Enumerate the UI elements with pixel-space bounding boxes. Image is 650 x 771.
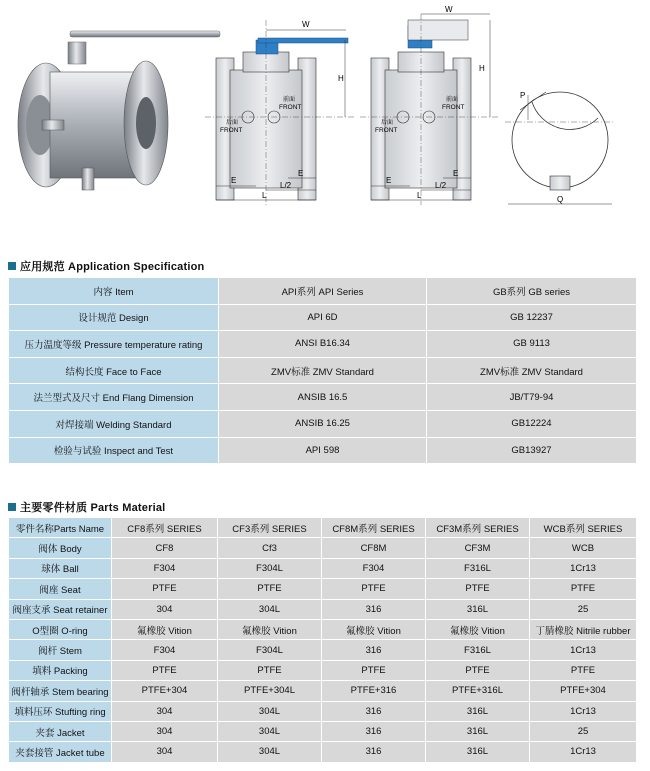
table-row xyxy=(9,660,637,680)
cf8m-value: CF8M xyxy=(322,538,426,558)
spec-api-value: ANSI B16.34 xyxy=(219,331,427,358)
wcb-value: 1Cr13 xyxy=(530,701,637,721)
materials-section-title: 主要零件材质 Parts Material xyxy=(8,499,165,515)
wcb-value: 25 xyxy=(530,721,637,741)
end-view-drawing xyxy=(505,91,615,204)
table-row xyxy=(9,331,637,358)
dim-p-label: P xyxy=(520,91,526,100)
spec-api-value: ZMV标准 ZMV Standard xyxy=(219,357,427,384)
cf8m-value: F304 xyxy=(322,558,426,578)
dim-h-label: H xyxy=(338,74,344,83)
spec-api-value: API 598 xyxy=(219,437,427,464)
table-row xyxy=(9,558,637,578)
spec-api-value: ANSIB 16.5 xyxy=(219,384,427,411)
cf3m-value: F316L xyxy=(426,640,530,660)
cf8-value: PTFE xyxy=(112,579,218,599)
valve-photo xyxy=(18,31,220,190)
part-name: 球体 Ball xyxy=(9,558,112,578)
dim-q-label: Q xyxy=(557,195,564,204)
rear-label-en: FRONT xyxy=(220,127,243,134)
spec-label: 结构长度 Face to Face xyxy=(9,357,219,384)
cf8m-value: 316 xyxy=(322,599,426,619)
wcb-value: 1Cr13 xyxy=(530,742,637,762)
spec-label: 法兰型式及尺寸 End Flang Dimension xyxy=(9,384,219,411)
cf8-value: PTFE+304 xyxy=(112,681,218,701)
section-marker-icon xyxy=(8,503,16,511)
part-name: 夹套 Jacket xyxy=(9,721,112,741)
table-row xyxy=(9,619,637,639)
table-row xyxy=(9,599,637,619)
dim-e-label: E xyxy=(231,176,237,185)
cf3m-value: CF3M xyxy=(426,538,530,558)
spec-gb-value: JB/T79-94 xyxy=(427,384,637,411)
dim-w-label: W xyxy=(302,20,310,29)
table-header-row xyxy=(9,518,637,538)
rear-label-cn: 后面 xyxy=(226,119,239,126)
part-name: 阀杆轴承 Stem bearing xyxy=(9,681,112,701)
dim-l-label-2: L xyxy=(417,191,422,200)
materials-table xyxy=(8,517,637,763)
cf3-value: PTFE xyxy=(218,660,322,680)
wcb-value: 1Cr13 xyxy=(530,558,637,578)
table-row xyxy=(9,579,637,599)
cf3-value: F304L xyxy=(218,558,322,578)
table-row xyxy=(9,357,637,384)
table-row xyxy=(9,538,637,558)
spec-section-title: 应用规范 Application Specification xyxy=(8,258,204,274)
spec-api-value: API 6D xyxy=(219,304,427,331)
cf8m-value: 316 xyxy=(322,721,426,741)
part-name: 阀座 Seat xyxy=(9,579,112,599)
cf8m-value: 316 xyxy=(322,640,426,660)
part-name: 填料压环 Stufting ring xyxy=(9,701,112,721)
header-part-name: 零件名称Parts Name xyxy=(9,518,112,538)
dim-e2-label: E xyxy=(298,169,304,178)
table-row xyxy=(9,701,637,721)
part-name: 填料 Packing xyxy=(9,660,112,680)
cf3m-value: 316L xyxy=(426,701,530,721)
spec-label: 对焊接端 Welding Standard xyxy=(9,410,219,437)
part-name: O型圈 O-ring xyxy=(9,619,112,639)
table-row xyxy=(9,384,637,411)
cf3-value: PTFE+304L xyxy=(218,681,322,701)
table-row xyxy=(9,640,637,660)
cf8-value: 304 xyxy=(112,599,218,619)
section-marker-icon xyxy=(8,262,16,270)
wcb-value: PTFE+304 xyxy=(530,681,637,701)
cf3-value: 304L xyxy=(218,721,322,741)
spec-header-item: 内容 Item xyxy=(9,278,219,305)
cf8-value: 氟橡胶 Vition xyxy=(112,619,218,639)
cf8m-value: PTFE xyxy=(322,660,426,680)
valve-drawings xyxy=(0,0,650,220)
header-cf3-value: CF3系列 SERIES xyxy=(218,518,322,538)
part-name: 阀杆 Stem xyxy=(9,640,112,660)
dim-w-label-2: W xyxy=(445,5,453,14)
cf8-value: 304 xyxy=(112,701,218,721)
table-row xyxy=(9,721,637,741)
spec-label: 设计规范 Design xyxy=(9,304,219,331)
spec-header-api: API系列 API Series xyxy=(219,278,427,305)
cf8m-value: PTFE+316 xyxy=(322,681,426,701)
dim-e-label-2: E xyxy=(386,176,392,185)
dim-l2-label: L/2 xyxy=(280,181,292,190)
spec-table xyxy=(8,277,637,464)
part-name: 夹套接管 Jacket tube xyxy=(9,742,112,762)
spec-gb-value: GB13927 xyxy=(427,437,637,464)
cf3m-value: F316L xyxy=(426,558,530,578)
front-label-cn: 前面 xyxy=(283,96,296,103)
header-cf8-value: CF8系列 SERIES xyxy=(112,518,218,538)
front-label-en: FRONT xyxy=(279,104,302,111)
spec-gb-value: GB 9113 xyxy=(427,331,637,358)
cf3m-value: PTFE xyxy=(426,579,530,599)
dim-h-label-2: H xyxy=(479,64,485,73)
rear-label-cn-2: 后面 xyxy=(381,119,394,126)
cf3m-value: 氟橡胶 Vition xyxy=(426,619,530,639)
header-cf8m-value: CF8M系列 SERIES xyxy=(322,518,426,538)
cf8m-value: 316 xyxy=(322,701,426,721)
cf3-value: Cf3 xyxy=(218,538,322,558)
cf3-value: 氟橡胶 Vition xyxy=(218,619,322,639)
cf8-value: F304 xyxy=(112,640,218,660)
cf3m-value: 316L xyxy=(426,599,530,619)
cf8-value: 304 xyxy=(112,721,218,741)
spec-label: 检验与试验 Inspect and Test xyxy=(9,437,219,464)
cf3m-value: 316L xyxy=(426,721,530,741)
cf3m-value: 316L xyxy=(426,742,530,762)
cf3m-value: PTFE+316L xyxy=(426,681,530,701)
cf8m-value: 氟橡胶 Vition xyxy=(322,619,426,639)
cf8-value: F304 xyxy=(112,558,218,578)
spec-gb-value: ZMV标准 ZMV Standard xyxy=(427,357,637,384)
wcb-value: WCB xyxy=(530,538,637,558)
wcb-value: PTFE xyxy=(530,660,637,680)
table-row xyxy=(9,304,637,331)
part-name: 阀体 Body xyxy=(9,538,112,558)
cf3m-value: PTFE xyxy=(426,660,530,680)
table-row xyxy=(9,278,637,305)
cf8-value: PTFE xyxy=(112,660,218,680)
spec-label: 压力温度等级 Pressure temperature rating xyxy=(9,331,219,358)
wcb-value: 丁腈橡胶 Nitrile rubber xyxy=(530,619,637,639)
cf8-value: 304 xyxy=(112,742,218,762)
cf8m-value: PTFE xyxy=(322,579,426,599)
front-label-cn-2: 前面 xyxy=(446,96,459,103)
side-view-drawing-2 xyxy=(360,5,500,205)
wcb-value: 1Cr13 xyxy=(530,640,637,660)
header-cf3m-value: CF3M系列 SERIES xyxy=(426,518,530,538)
spec-header-gb: GB系列 GB series xyxy=(427,278,637,305)
cf3-value: 304L xyxy=(218,599,322,619)
cf3-value: 304L xyxy=(218,701,322,721)
wcb-value: PTFE xyxy=(530,579,637,599)
cf3-value: F304L xyxy=(218,640,322,660)
side-view-drawing xyxy=(205,20,355,205)
table-row xyxy=(9,742,637,762)
cf3-value: 304L xyxy=(218,742,322,762)
front-label-en-2: FRONT xyxy=(442,104,465,111)
wcb-value: 25 xyxy=(530,599,637,619)
cf8m-value: 316 xyxy=(322,742,426,762)
dim-l2-label-2: L/2 xyxy=(435,181,447,190)
cf8-value: CF8 xyxy=(112,538,218,558)
table-row xyxy=(9,681,637,701)
table-row xyxy=(9,437,637,464)
cf3-value: PTFE xyxy=(218,579,322,599)
table-row xyxy=(9,410,637,437)
dim-l-label: L xyxy=(262,191,267,200)
part-name: 阀座支承 Seat retainer xyxy=(9,599,112,619)
rear-label-en-2: FRONT xyxy=(375,127,398,134)
header-wcb-value: WCB系列 SERIES xyxy=(530,518,637,538)
spec-api-value: ANSIB 16.25 xyxy=(219,410,427,437)
spec-gb-value: GB 12237 xyxy=(427,304,637,331)
dim-e2-label-2: E xyxy=(453,169,459,178)
spec-gb-value: GB12224 xyxy=(427,410,637,437)
